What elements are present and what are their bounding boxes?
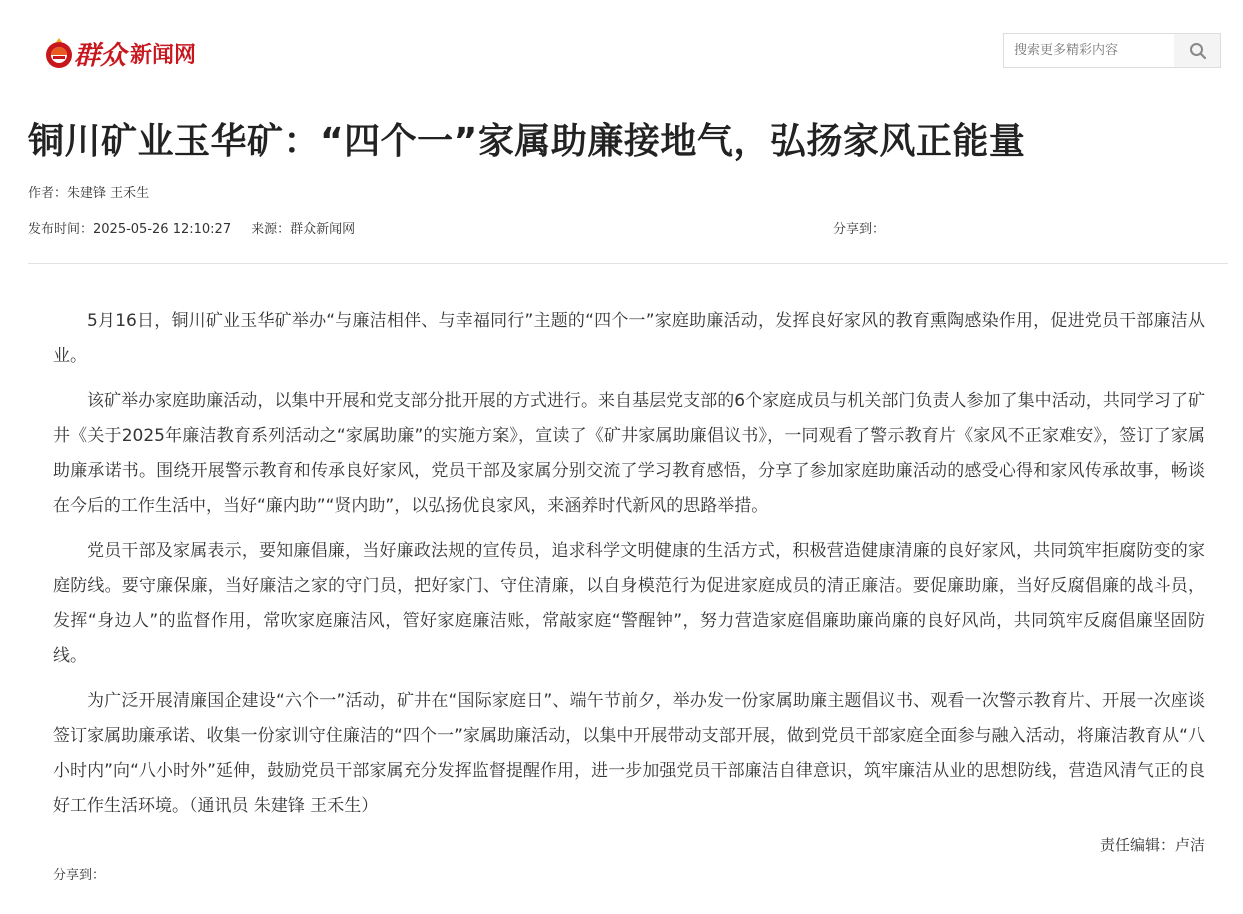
header-divider [28,263,1228,264]
article-paragraph: 该矿举办家庭助廉活动，以集中开展和党支部分批开展的方式进行。来自基层党支部的6个家庭成员与机关部门负责人参加了集中活动，共同学习了矿井《关于2025年廉洁教育系列活动之“家属助廉”的实施方案》，宣读了《矿井家属助廉倡议书》，一同观看了警示教育片《家风不正家难安》，签订了家属助廉承诺书。围绕开展警示教育和传承良好家风，党员干部及家属分别交流了学习教育感悟，分享了参加家庭助廉活动的感受心得和家风传承故事，畅谈在今后的工作生活中，当好“廉内助”“贤内助”，以弘扬优良家风，来涵养时代新风的思路举措。 [53,391,1205,516]
search-button[interactable] [1176,34,1220,67]
source-label: 来源： [251,222,291,237]
article-title: 铜川矿业玉华矿：“四个一”家属助廉接地气，弘扬家风正能量 [28,121,1026,162]
share-top: 分享到： [833,222,886,237]
article-paragraph: 5月16日，铜川矿业玉华矿举办“与廉洁相伴、与幸福同行”主题的“四个一”家庭助廉活动，发挥良好家风的教育熏陶感染作用，促进党员干部廉洁从业。 [53,311,1205,366]
publish-time: 2025-05-26 12:10:27 [93,222,232,237]
logo-brush-text: 群众 [74,40,127,71]
article-body [53,304,1205,834]
site-logo[interactable] [44,30,196,76]
source-name: 群众新闻网 [290,222,356,237]
logo-text: 新闻网 [130,41,197,68]
editor-label: 责任编辑： [1099,836,1175,854]
author-names: 朱建锋 王禾生 [67,186,150,201]
article-meta [28,220,355,240]
search-box [1003,33,1221,68]
author-label: 作者： [28,186,68,201]
article-paragraph: 为广泛开展清廉国企建设“六个一”活动，矿井在“国际家庭日”、端午节前夕，举办发一份家属助廉主题倡议书、观看一次警示教育片、开展一次座谈签订家属助廉承诺、收集一份家训守住廉洁的“四个一”家属助廉活动，以集中开展带动支部开展，做到党员干部家庭全面参与融入活动，将廉洁教育从“八小时内”向“八小时外”延伸，鼓励党员干部家属充分发挥监督提醒作用，进一步加强党员干部廉洁自律意识，筑牢廉洁从业的思想防线，营造风清气正的良好工作生活环境。（通讯员 朱建锋 王禾生） [53,691,1205,816]
article-author [28,184,149,204]
editor-name: 卢洁 [1174,836,1205,854]
article-paragraph: 党员干部及家属表示，要知廉倡廉，当好廉政法规的宣传员，追求科学文明健康的生活方式，积极营造健康清廉的良好家风，共同筑牢拒腐防变的家庭防线。要守廉保廉，当好廉洁之家的守门员，把好家门、守住清廉，以自身模范行为促进家庭成员的清正廉洁。要促廉助廉，当好反腐倡廉的战斗员，发挥“身边人”的监督作用，常吹家庭廉洁风，管好家庭廉洁账，常敲家庭“警醒钟”，努力营造家庭倡廉助廉尚廉的良好风尚，共同筑牢反腐倡廉坚固防线。 [53,541,1205,666]
search-input[interactable] [1004,34,1174,67]
search-icon [1189,42,1207,60]
publish-label: 发布时间： [28,222,94,237]
responsible-editor [1100,835,1205,855]
share-bottom: 分享到： [53,868,106,883]
logo-emblem-icon [44,36,74,70]
site-header [0,0,1243,100]
